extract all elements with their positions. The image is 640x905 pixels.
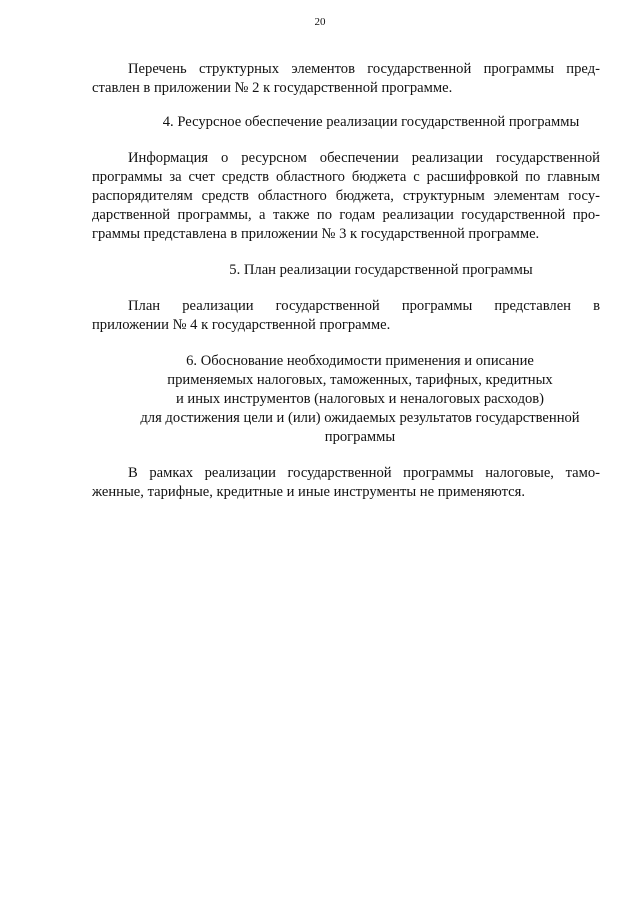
section-6-heading: [92, 352, 600, 447]
paragraph-implementation-plan: [92, 297, 600, 335]
paragraph-line: женные, тарифные, кредитные и иные инструменты не применяются.: [92, 484, 525, 500]
section-4-heading: 4. Ресурсное обеспечение реализации государственной программы: [162, 114, 580, 130]
paragraph-line: приложении № 4 к государственной программе.: [92, 317, 391, 333]
heading-line: применяемых налоговых, таможенных, тарифных, кредитных: [167, 372, 553, 388]
paragraph-line: Информация о ресурсном обеспечении реализации государственной: [128, 150, 600, 166]
heading-line: и иных инструментов (налоговых и неналоговых расходов): [175, 391, 545, 407]
paragraph-line: ставлен в приложении № 2 к государственной программе.: [92, 80, 453, 96]
paragraph-line: программы за счет средств областного бюджета с расшифровкой по главным: [92, 169, 600, 185]
heading-line: программы: [324, 429, 396, 445]
paragraph-line: граммы представлена в приложении № 3 к государственной программе.: [92, 226, 540, 242]
paragraph-line: План реализации государственной программы представлен в: [128, 298, 600, 314]
paragraph-line: В рамках реализации государственной программы налоговые, тамо-: [128, 465, 600, 481]
paragraph-line: дарственной программы, а также по годам реализации государственной про-: [92, 207, 600, 223]
section-5-heading: 5. План реализации государственной программы: [229, 262, 533, 278]
paragraph-instruments: [92, 464, 600, 502]
heading-line: 6. Обоснование необходимости применения и описание: [186, 353, 534, 369]
paragraph-line: распорядителям средств областного бюджета, структурным элементам госу-: [92, 188, 600, 204]
page-content: [92, 60, 600, 502]
page-number: 20: [314, 16, 326, 28]
heading-line: для достижения цели и (или) ожидаемых результатов государственной: [140, 410, 580, 426]
paragraph-line: Перечень структурных элементов государственной программы пред-: [128, 61, 600, 77]
paragraph-structural-elements: [92, 60, 600, 98]
paragraph-resource-info: [92, 149, 600, 244]
